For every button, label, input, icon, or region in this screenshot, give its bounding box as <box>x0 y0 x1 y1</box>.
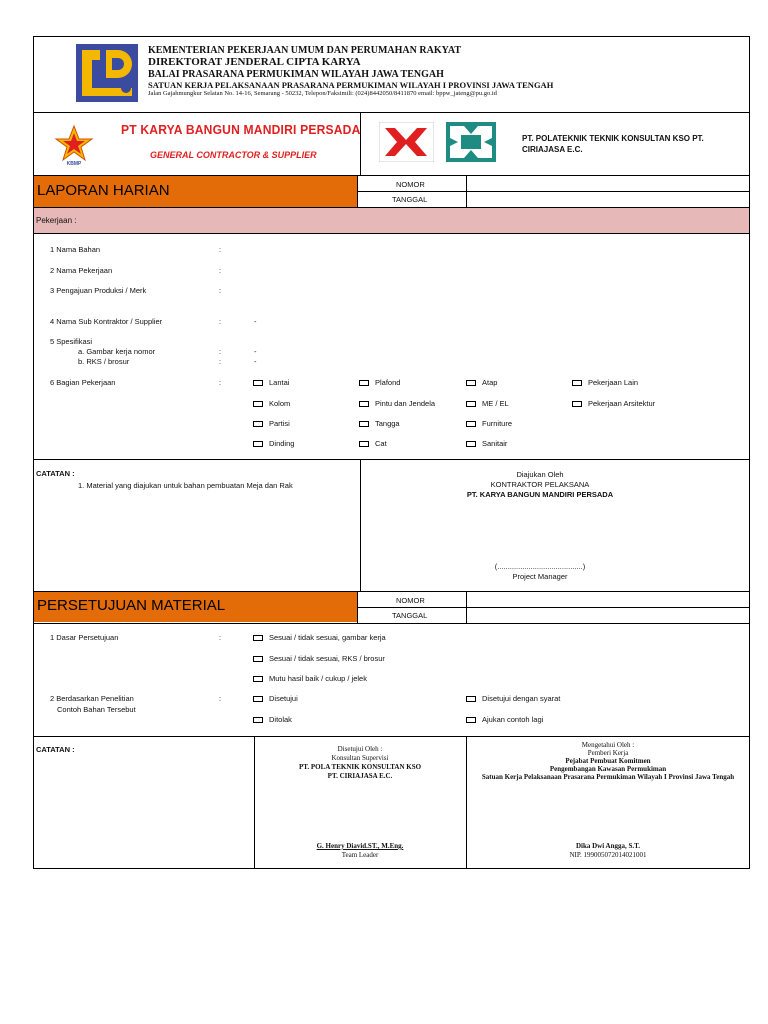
checkbox-disetujui[interactable] <box>253 696 263 702</box>
checkbox-dinding[interactable] <box>253 441 263 447</box>
rks-value: - <box>254 357 257 366</box>
supervisi-line2: Konsultan Supervisi <box>331 754 389 762</box>
mengetahui-line3: Pejabat Pembuat Komitmen <box>565 757 651 765</box>
option-lantai: Lantai <box>269 378 290 387</box>
supervisi-name: G. Henry Diavid.ST., M.Eng. <box>316 842 404 850</box>
option-atap: Atap <box>482 378 498 387</box>
contractor-name: PT KARYA BANGUN MANDIRI PERSADA <box>121 122 361 137</box>
approval-title: PERSETUJUAN MATERIAL <box>37 597 226 614</box>
option-ditolak: Ditolak <box>269 715 292 724</box>
field-gambar-kerja: a. Gambar kerja nomor <box>78 347 156 356</box>
checkbox-tangga[interactable] <box>359 421 369 427</box>
option-me-el: ME / EL <box>482 399 509 408</box>
checkbox-pintu-jendela[interactable] <box>359 401 369 407</box>
field-pengajuan: 3 Pengajuan Produksi / Merk <box>50 286 147 295</box>
contractor-star-logo <box>54 124 94 166</box>
diajukan-line2: KONTRAKTOR PELAKSANA <box>490 480 590 489</box>
header-line1: KEMENTERIAN PEKERJAAN UMUM DAN PERUMAHAN RAKYAT <box>148 45 462 56</box>
colon: : <box>219 357 222 366</box>
penelitian-label2: Contoh Bahan Tersebut <box>57 705 136 714</box>
field-rks: b. RKS / brosur <box>78 357 130 366</box>
polateknik-logo <box>379 122 434 162</box>
header-line4: SATUAN KERJA PELAKSANAAN PRASARANA PERMUKIMAN WILAYAH I PROVINSI JAWA TENGAH <box>148 80 554 90</box>
supervisi-line1: Disetujui Oleh : <box>337 745 383 753</box>
approval-tanggal-label: TANGGAL <box>392 611 428 620</box>
checkbox-sesuai-gambar[interactable] <box>253 635 263 641</box>
checkbox-lantai[interactable] <box>253 380 263 386</box>
penelitian-label1: 2 Berdasarkan Penelitian <box>50 694 134 703</box>
option-sanitair: Sanitair <box>482 439 508 448</box>
nomor-input[interactable] <box>467 176 749 190</box>
checkbox-kolom[interactable] <box>253 401 263 407</box>
gambar-kerja-value: - <box>254 347 257 356</box>
pekerjaan-label: Pekerjaan : <box>36 216 77 225</box>
colon: : <box>219 317 222 326</box>
option-disetujui-syarat: Disetujui dengan syarat <box>482 694 561 703</box>
colon: : <box>219 378 222 387</box>
mengetahui-line1: Mengetahui Oleh : <box>581 741 635 749</box>
catatan2-label: CATATAN : <box>36 745 75 754</box>
colon: : <box>219 633 222 642</box>
diajukan-sign: (.........................................) <box>494 562 586 571</box>
field-sub-kontraktor: 4 Nama Sub Kontraktor / Supplier <box>50 317 163 326</box>
tanggal-input[interactable] <box>467 192 749 207</box>
catatan1-note: 1. Material yang diajukan untuk bahan pembuatan Meja dan Rak <box>78 481 293 490</box>
sub-kontraktor-value: - <box>254 317 257 326</box>
colon: : <box>219 245 222 254</box>
supervisi-line3: PT. POLA TEKNIK KONSULTAN KSO <box>298 763 422 771</box>
mengetahui-nip: NIP. 199005072014021001 <box>569 851 647 859</box>
checkbox-pekerjaan-arsitektur[interactable] <box>572 401 582 407</box>
option-mutu: Mutu hasil baik / cukup / jelek <box>269 674 367 683</box>
option-pekerjaan-arsitektur: Pekerjaan Arsitektur <box>588 399 656 408</box>
tanggal-label: TANGGAL <box>392 195 428 204</box>
header-line3: BALAI PRASARANA PERMUKIMAN WILAYAH JAWA TENGAH <box>148 69 444 80</box>
field-bagian: 6 Bagian Pekerjaan <box>50 378 116 387</box>
approval-nomor-label: NOMOR <box>396 596 425 605</box>
contractor-subtitle: GENERAL CONTRACTOR & SUPPLIER <box>150 150 317 160</box>
checkbox-atap[interactable] <box>466 380 476 386</box>
option-sesuai-gambar: Sesuai / tidak sesuai, gambar kerja <box>269 633 386 642</box>
checkbox-pekerjaan-lain[interactable] <box>572 380 582 386</box>
checkbox-ajukan-contoh[interactable] <box>466 717 476 723</box>
option-pekerjaan-lain: Pekerjaan Lain <box>588 378 639 387</box>
colon: : <box>219 286 222 295</box>
option-sesuai-rks: Sesuai / tidak sesuai, RKS / brosur <box>269 654 385 663</box>
checkbox-furniture[interactable] <box>466 421 476 427</box>
header-line2: DIREKTORAT JENDERAL CIPTA KARYA <box>148 56 361 68</box>
checkbox-partisi[interactable] <box>253 421 263 427</box>
colon: : <box>219 347 222 356</box>
mengetahui-name: Dika Dwi Angga, S.T. <box>575 842 641 850</box>
diajukan-role: Project Manager <box>512 572 568 581</box>
option-ajukan-contoh: Ajukan contoh lagi <box>482 715 544 724</box>
pu-logo <box>76 44 138 102</box>
option-furniture: Furniture <box>482 419 513 428</box>
mengetahui-line4: Pengembangan Kawasan Permukiman <box>549 765 667 773</box>
catatan1-label: CATATAN : <box>36 469 75 478</box>
option-dinding: Dinding <box>269 439 295 448</box>
approval-tanggal-input[interactable] <box>467 608 749 622</box>
supervisi-role: Team Leader <box>341 851 379 859</box>
checkbox-plafond[interactable] <box>359 380 369 386</box>
field-spesifikasi: 5 Spesifikasi <box>50 337 93 346</box>
option-kolom: Kolom <box>269 399 291 408</box>
checkbox-cat[interactable] <box>359 441 369 447</box>
header-address: Jalan Gajahmungkur Selatan No. 14-16, Semarang - 50232, Telepon/Faksimili: (024)8442050/8411870 email: bppw_jateng@pu.go.id <box>148 90 497 97</box>
dasar-label: 1 Dasar Persetujuan <box>50 633 119 642</box>
option-partisi: Partisi <box>269 419 290 428</box>
checkbox-sesuai-rks[interactable] <box>253 656 263 662</box>
ciriajasa-logo <box>446 122 496 162</box>
option-tangga: Tangga <box>375 419 400 428</box>
mengetahui-line2: Pemberi Kerja <box>587 749 629 757</box>
checkbox-me-el[interactable] <box>466 401 476 407</box>
option-plafond: Plafond <box>375 378 401 387</box>
pekerjaan-row <box>34 208 749 233</box>
option-pintu-jendela: Pintu dan Jendela <box>375 399 436 408</box>
diajukan-line3: PT. KARYA BANGUN MANDIRI PERSADA <box>466 490 614 499</box>
checkbox-sanitair[interactable] <box>466 441 476 447</box>
contractor-logo-text: KBMP <box>66 161 82 166</box>
option-cat: Cat <box>375 439 387 448</box>
supervisi-line4: PT. CIRIAJASA E.C. <box>327 772 393 780</box>
option-disetujui: Disetujui <box>269 694 298 703</box>
checkbox-disetujui-syarat[interactable] <box>466 696 476 702</box>
nomor-label: NOMOR <box>396 180 425 189</box>
diajukan-line1: Diajukan Oleh <box>516 470 564 479</box>
colon: : <box>219 266 222 275</box>
field-nama-bahan: 1 Nama Bahan <box>50 245 101 254</box>
checkbox-ditolak[interactable] <box>253 717 263 723</box>
consultant-name: PT. POLATEKNIK TEKNIK KONSULTAN KSO PT. CIRIAJASA E.C. <box>522 134 704 154</box>
mengetahui-line5: Satuan Kerja Pelaksanaan Prasarana Permukiman Wilayah I Provinsi Jawa Tengah <box>481 773 735 781</box>
checkbox-mutu[interactable] <box>253 676 263 682</box>
laporan-title: LAPORAN HARIAN <box>37 182 170 199</box>
colon: : <box>219 694 222 703</box>
approval-nomor-input[interactable] <box>467 592 749 606</box>
field-nama-pekerjaan: 2 Nama Pekerjaan <box>50 266 113 275</box>
